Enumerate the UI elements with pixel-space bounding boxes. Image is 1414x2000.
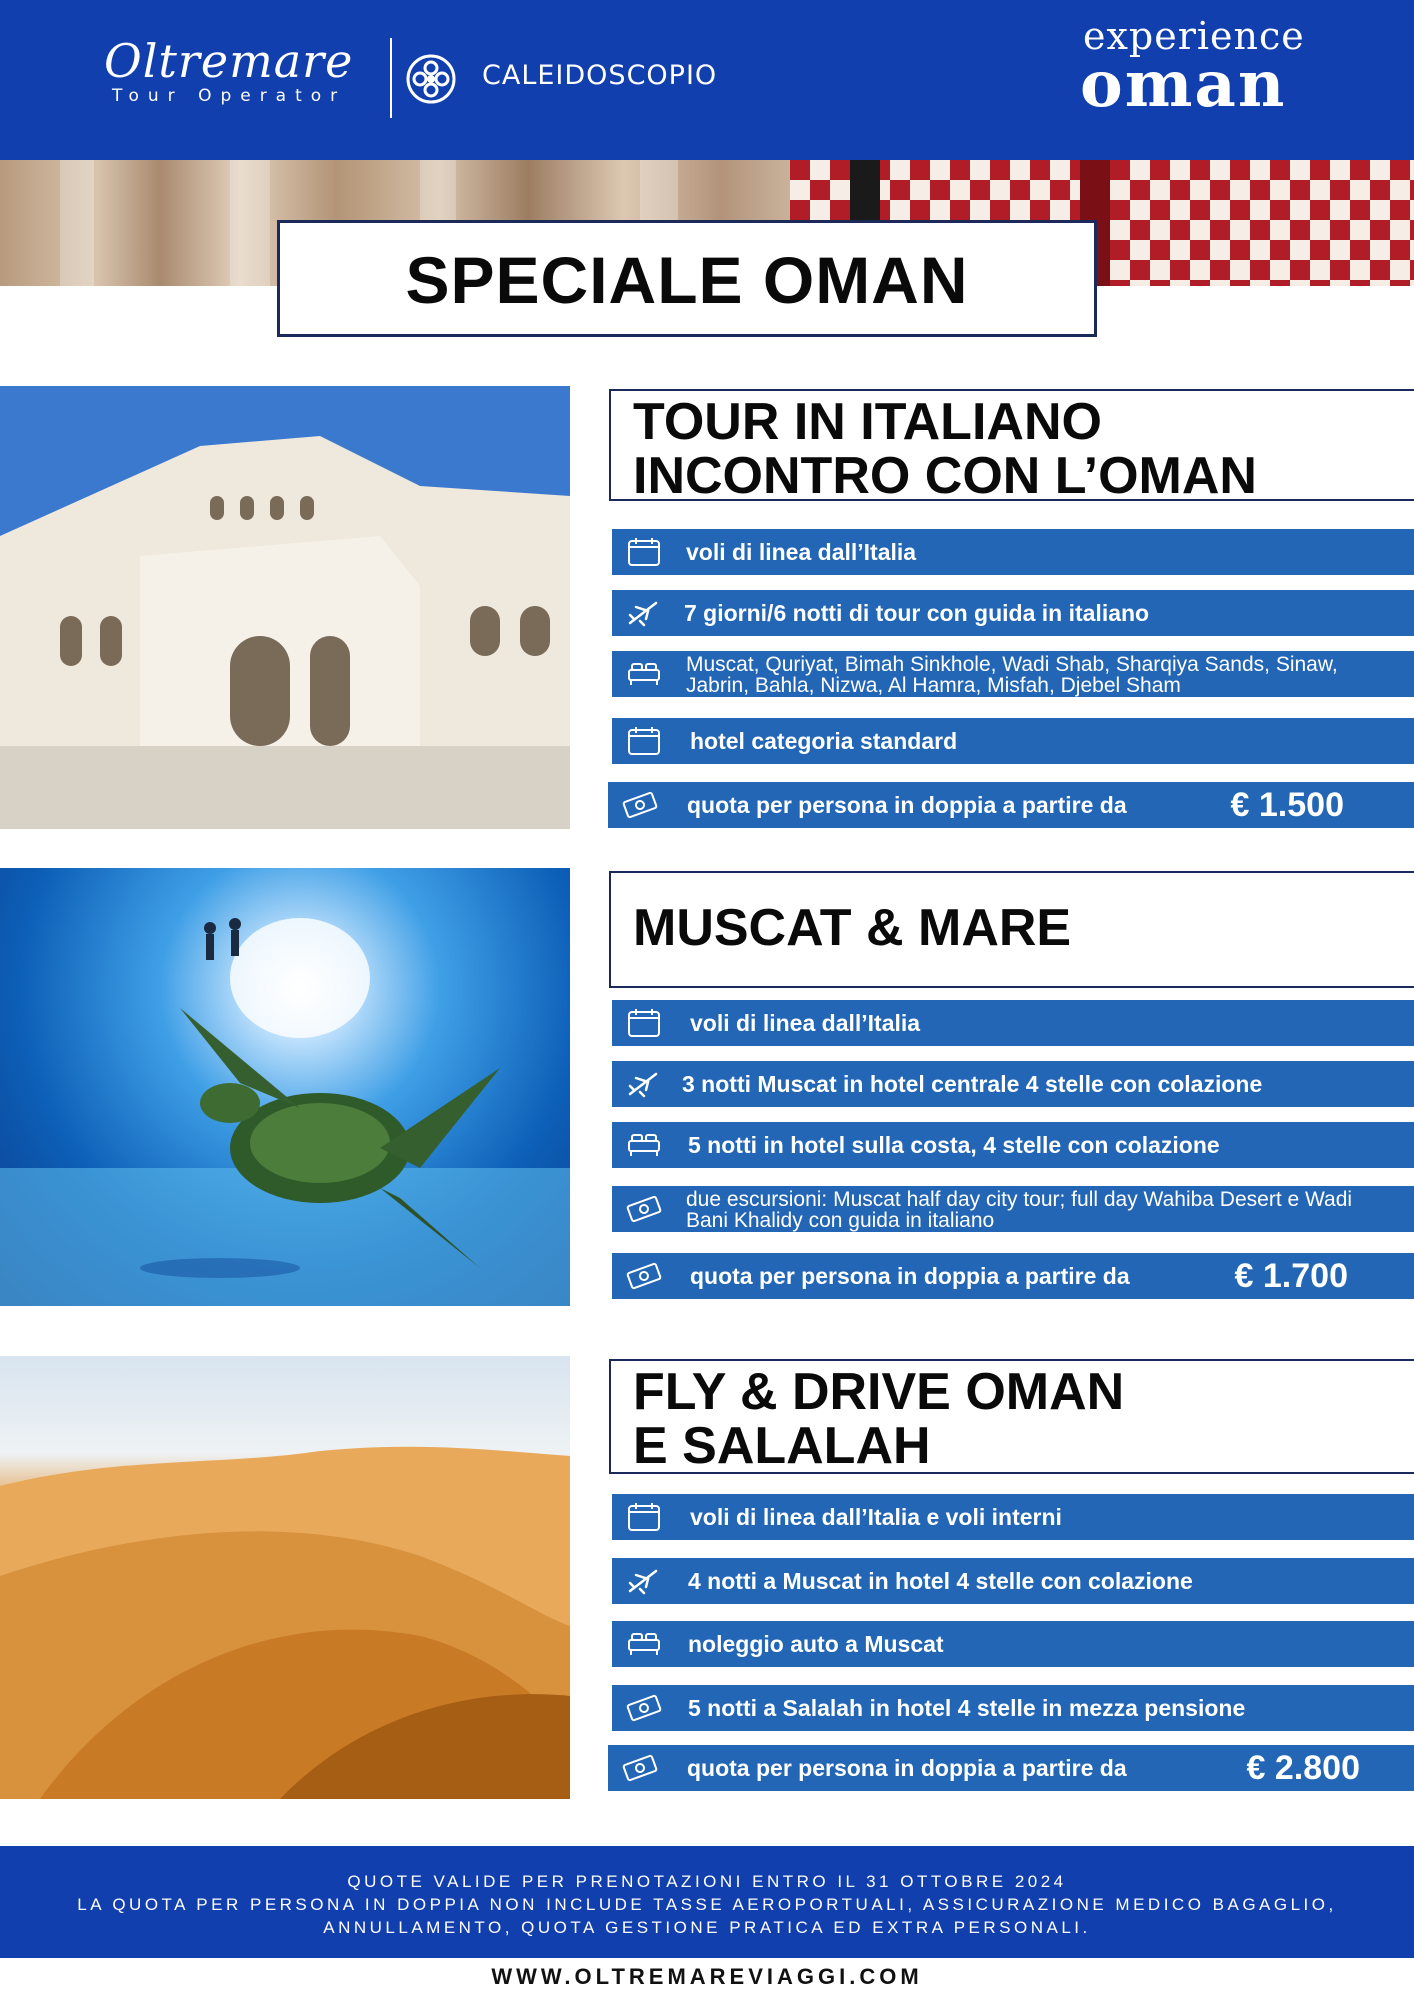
tour-2-feature-row — [612, 1061, 1414, 1107]
page-title-box — [277, 220, 1097, 337]
footer-validity-text: QUOTE VALIDE PER PRENOTAZIONI ENTRO IL 31 OTTOBRE 2024 — [347, 1872, 1067, 1891]
banner-column — [60, 160, 94, 286]
website-link[interactable]: WWW.OLTREMAREVIAGGI.COM — [491, 1964, 923, 1989]
tour-3-feature-row — [612, 1558, 1414, 1604]
tour-3-title-box — [609, 1359, 1414, 1474]
tour-3-feature-text: noleggio auto a Muscat — [688, 1631, 944, 1657]
tour-3-feature-text: 4 notti a Muscat in hotel 4 stelle con colazione — [688, 1568, 1193, 1594]
experience-logo-small: experience — [1083, 14, 1305, 58]
tour-2-feature-row — [612, 1186, 1414, 1232]
tour-2-price-label: quota per persona in doppia a partire da — [690, 1263, 1130, 1289]
sea-turtle-photo — [0, 868, 570, 1306]
tour-1-feature-row — [612, 529, 1414, 575]
desert-dunes-photo — [0, 1356, 570, 1799]
tour-3-price-label: quota per persona in doppia a partire da — [687, 1755, 1127, 1781]
tour-1-feature-row — [612, 651, 1414, 697]
tour-2-feature-text: due escursioni: Muscat half day city tour; full day Wahiba Desert e Wadi Bani Khalidy con guida in italiano — [686, 1188, 1353, 1232]
bed-icon — [624, 657, 664, 691]
logo-brand-name: Oltremare — [104, 34, 354, 88]
banknote-icon — [624, 1259, 664, 1293]
bed-icon — [624, 1627, 664, 1661]
sea-turtle-illustration — [0, 868, 570, 1306]
tour-1-feature-row — [612, 590, 1414, 636]
footer-bar — [0, 1846, 1414, 1958]
tour-2-feature-row — [612, 1000, 1414, 1046]
tour-2-feature-text: 3 notti Muscat in hotel centrale 4 stelle con colazione — [682, 1071, 1263, 1097]
tour-1-price-label: quota per persona in doppia a partire da — [687, 792, 1127, 818]
tour-3-title-line1: FLY & DRIVE OMAN — [633, 1363, 1125, 1421]
calendar-icon — [624, 1006, 664, 1040]
plane-icon — [624, 1564, 664, 1598]
tour-2-title-box — [609, 871, 1414, 988]
tour-1-feature-text: hotel categoria standard — [690, 728, 958, 754]
tour-1-feature-text: Muscat, Quriyat, Bimah Sinkhole, Wadi Shab, Sharqiya Sands, Sinaw, Jabrin, Bahla, Nizwa, Al Hamra, Misfah, Djebel Sham — [686, 653, 1338, 697]
desert-dunes-illustration — [0, 1356, 570, 1799]
tour-3-feature-text: 5 notti a Salalah in hotel 4 stelle in mezza pensione — [688, 1695, 1246, 1721]
header-bar — [0, 0, 1414, 160]
tour-3-feature-row — [612, 1621, 1414, 1667]
tour-3-feature-text: voli di linea dall’Italia e voli interni — [690, 1504, 1062, 1530]
footer-disclaimer-line2: ANNULLAMENTO, QUOTA GESTIONE PRATICA ED EXTRA PERSONALI. — [323, 1918, 1091, 1937]
tour-1-feature-row — [612, 718, 1414, 764]
banner-column — [230, 160, 270, 286]
caleidoscopio-flower-icon — [406, 54, 456, 104]
tour-1-price: € 1.500 — [1230, 786, 1344, 824]
tour-3-title-line2: E SALALAH — [633, 1417, 931, 1475]
logo-brand-subtitle: Tour Operator — [112, 86, 347, 106]
banknote-icon — [620, 1751, 660, 1785]
banknote-icon — [624, 1691, 664, 1725]
tour-3-feature-row — [612, 1685, 1414, 1731]
page-title: SPECIALE OMAN — [405, 243, 969, 317]
tour-2-feature-row — [612, 1122, 1414, 1168]
tour-1-price-row — [608, 782, 1414, 828]
tour-1-title-box — [609, 389, 1414, 505]
calendar-icon — [624, 1500, 664, 1534]
tour-2-feature-text: voli di linea dall’Italia — [690, 1010, 921, 1036]
tour-1-title-line1: TOUR IN ITALIANO — [633, 393, 1102, 451]
opera-house-photo — [0, 386, 570, 829]
oltremare-logo[interactable] — [104, 36, 353, 106]
tour-3-price-row — [608, 1745, 1414, 1791]
tour-3-feature-row — [612, 1494, 1414, 1540]
tour-3-price: € 2.800 — [1246, 1749, 1360, 1787]
tour-2-title-line1: MUSCAT & MARE — [633, 899, 1072, 957]
tour-1-feature-text: voli di linea dall’Italia — [686, 539, 917, 565]
calendar-icon — [624, 724, 664, 758]
tour-2-price: € 1.700 — [1234, 1257, 1348, 1295]
banknote-icon — [624, 1192, 664, 1226]
opera-house-illustration — [0, 386, 570, 829]
plane-icon — [624, 1067, 664, 1101]
caleidoscopio-logo-text[interactable]: CALEIDOSCOPIO — [482, 60, 718, 91]
footer-disclaimer-line1: LA QUOTA PER PERSONA IN DOPPIA NON INCLUDE TASSE AEROPORTUALI, ASSICURAZIONE MEDICO BAGAGLIO, — [77, 1895, 1337, 1914]
banknote-icon — [620, 788, 660, 822]
plane-icon — [624, 596, 664, 630]
tour-1-feature-text: 7 giorni/6 notti di tour con guida in italiano — [684, 600, 1150, 626]
experience-logo-big: oman — [1080, 47, 1287, 122]
logo-divider — [390, 38, 392, 118]
calendar-icon — [624, 535, 664, 569]
tour-1-title-line2: INCONTRO CON L’OMAN — [633, 447, 1257, 505]
tour-2-price-row — [612, 1253, 1414, 1299]
bed-icon — [624, 1128, 664, 1162]
tour-2-feature-text: 5 notti in hotel sulla costa, 4 stelle con colazione — [688, 1132, 1220, 1158]
